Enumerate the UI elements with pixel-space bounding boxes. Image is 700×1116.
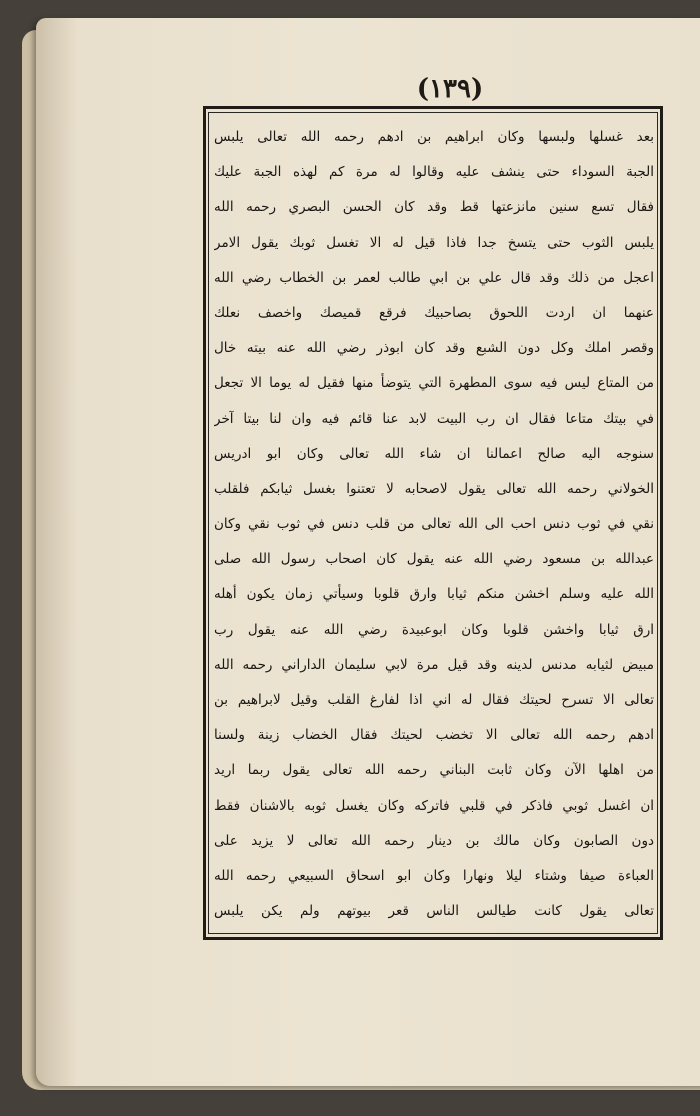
text-line: من اهلها الآن وكان ثابت البناني رحمه الله تعالى يقول ربما اريد xyxy=(214,762,654,779)
text-line: ادهم رحمه الله تعالى الا تخضب لحيتك فقال الخضاب زينة ولسنا xyxy=(214,727,654,744)
text-line: ان اغسل ثوبي فاذكر في قلبي فاتركه وكان يغسل ثوبه بالاشنان فقط xyxy=(214,797,654,814)
text-line: عبدالله بن مسعود رضي الله عنه يقول كان اصحاب رسول الله صلى xyxy=(214,551,654,568)
text-line: العباءة صيفا وشتاء ليلا ونهارا وكان ابو اسحاق السبيعي رحمه الله xyxy=(214,867,654,884)
text-line: الجبة السوداء حتى ينشف عليه وقالوا له مرة كم لهذه الجبة عليك xyxy=(214,164,654,181)
text-line: اعجل من ذلك وقد قال علي بن ابي طالب لعمر بن الخطاب رضي الله xyxy=(214,269,654,286)
text-line: من المتاع ليس فيه سوى المطهرة التي يتوضأ منها فقيل له يوما الا تجعل xyxy=(214,375,654,392)
page-gutter-shadow xyxy=(36,18,76,1086)
text-line: وقصر املك وكل دون الشبع وقد كان ابوذر رضي الله عنه بيته خال xyxy=(214,340,654,357)
text-line: ارق ثيابا واخشن قلوبا وكان ابوعبيدة رضي الله عنه يقول رب xyxy=(214,621,654,638)
text-block xyxy=(214,120,654,930)
text-line: بعد غسلها ولبسها وكان ابراهيم بن ادهم رحمه الله تعالى يلبس xyxy=(214,129,654,145)
text-line: دون الصابون وكان مالك بن دينار رحمه الله تعالى لا يزيد على xyxy=(214,832,654,849)
page-number: (١٣٩) xyxy=(416,74,484,104)
text-line: فقال تسع سنين مانزعتها قط وقد كان الحسن البصري رحمه الله xyxy=(214,199,654,216)
text-line: مبيض لثيابه مدنس لدينه وقد قيل مرة لابي سليمان الداراني رحمه الله xyxy=(214,656,654,673)
text-line: نقي في ثوب دنس احب الى الله تعالى من قلب دنس في ثوب نقي وكان xyxy=(214,516,654,533)
text-line: تعالى يقول كانت طيالس الناس قعر بيوتهم ولم يكن يلبس xyxy=(214,903,654,920)
text-line: تعالى الا تسرح لحيتك فقال له اني اذا لفارغ القلب وقيل لابراهيم بن xyxy=(214,692,654,708)
text-line: الله عليه وسلم اخشن منكم ثيابا وارق قلوبا وسيأتي زمان يكون أهله xyxy=(214,586,654,603)
text-line: الخولاني رحمه الله تعالى يقول لاصحابه لا تعتنوا بغسل ثيابكم فلقلب xyxy=(214,480,654,497)
text-line: سنوجه اليه صالح اعمالنا ان شاء الله تعالى وكان ابو ادريس xyxy=(214,445,654,462)
text-line: عنهما ان اردت اللحوق بصاحبيك فرقع قميصك واخصف نعلك xyxy=(214,304,654,321)
text-line: في بيتك متاعا فقال ان رب البيت لابد عنا قائم فيه وان لنا بيتا آخر xyxy=(214,410,654,427)
text-line: يلبس الثوب حتى يتسخ جدا فاذا قيل له الا تغسل ثوبك يقول الامر xyxy=(214,234,654,251)
